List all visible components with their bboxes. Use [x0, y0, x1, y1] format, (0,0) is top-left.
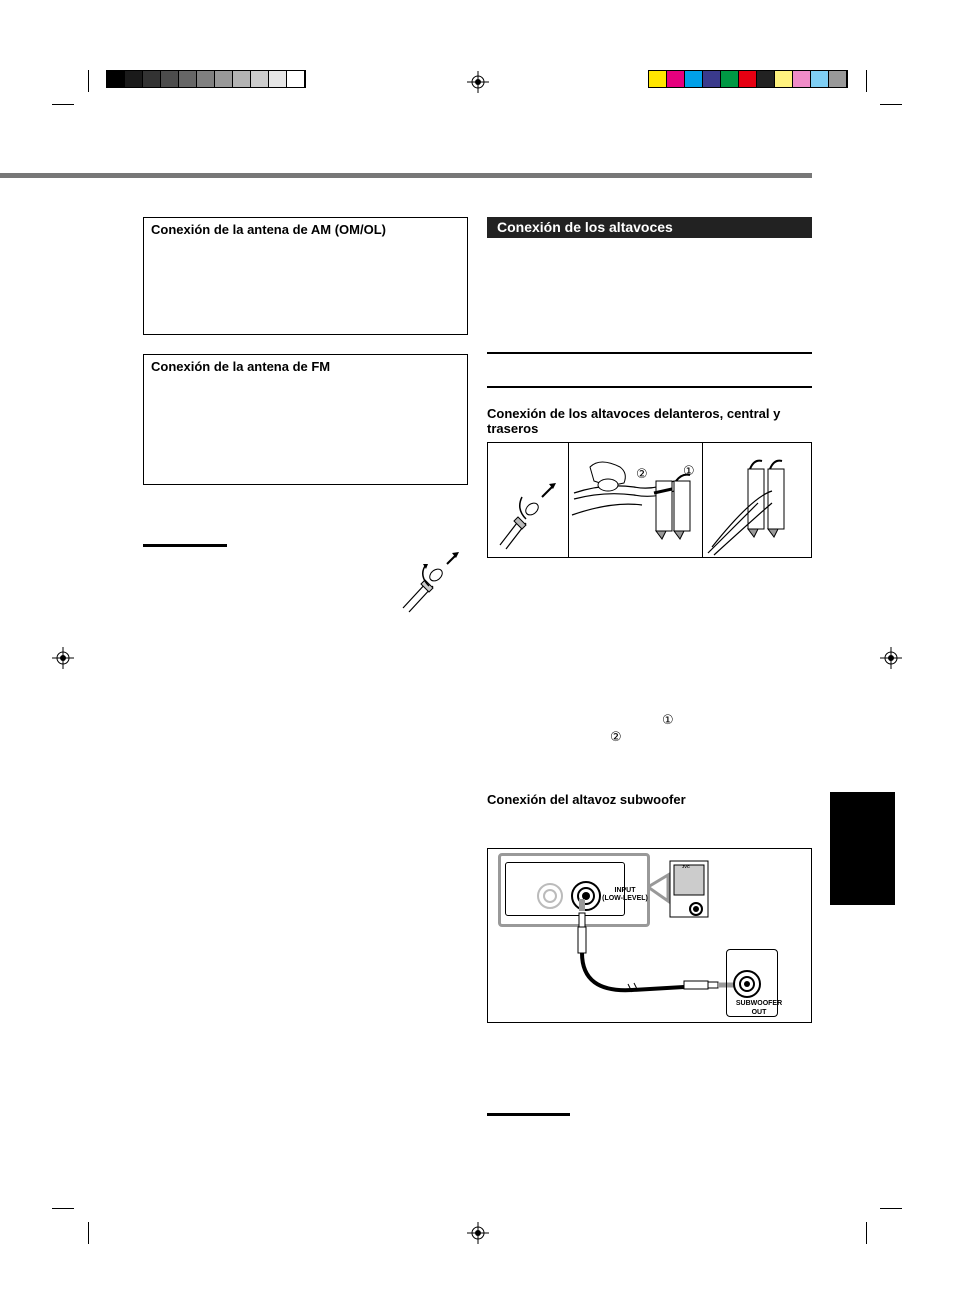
- crop-mark: [866, 1222, 867, 1244]
- antenna-wire-twist-illustration: [395, 548, 470, 616]
- wire-twist-icon: [492, 463, 566, 553]
- crop-mark: [880, 104, 902, 105]
- grayscale-swatch: [179, 71, 197, 87]
- am-antenna-title: Conexión de la antena de AM (OM/OL): [151, 222, 386, 237]
- terminal-press-icon: [570, 445, 700, 557]
- brand-logo: JVC: [682, 864, 690, 869]
- section-rule: [487, 352, 812, 354]
- grayscale-swatch: [107, 71, 125, 87]
- language-tab: [830, 792, 895, 905]
- registration-target-icon: [467, 71, 489, 93]
- header-rule: [0, 173, 812, 178]
- fm-antenna-title: Conexión de la antena de FM: [151, 359, 331, 374]
- subwoofer-out-jack-icon: [732, 969, 762, 999]
- terminal-connected-icon: [704, 451, 810, 557]
- grayscale-swatch: [269, 71, 287, 87]
- grayscale-swatch: [143, 71, 161, 87]
- subwoofer-connection-figure: [487, 848, 812, 1023]
- color-swatch: [667, 71, 685, 87]
- out-label-line1: SUBWOOFER: [735, 1000, 783, 1007]
- color-registration-bar: [648, 70, 848, 88]
- color-swatch: [721, 71, 739, 87]
- grayscale-registration-bar: [106, 70, 306, 88]
- unused-jack-icon: [536, 882, 564, 910]
- am-antenna-box: [143, 217, 468, 335]
- grayscale-swatch: [287, 71, 305, 87]
- color-swatch: [703, 71, 721, 87]
- step-2-marker: ②: [636, 466, 648, 481]
- crop-mark: [52, 1208, 74, 1209]
- crop-mark: [88, 1222, 89, 1244]
- figure-divider: [568, 443, 569, 557]
- grayscale-swatch: [197, 71, 215, 87]
- color-swatch: [685, 71, 703, 87]
- speakers-section-title: Conexión de los altavoces: [487, 217, 812, 238]
- color-swatch: [811, 71, 829, 87]
- figure-divider: [702, 443, 703, 557]
- crop-mark: [880, 1208, 902, 1209]
- grayscale-swatch: [125, 71, 143, 87]
- input-label-line2: (LOW-LEVEL): [602, 895, 648, 902]
- grayscale-swatch: [251, 71, 269, 87]
- speaker-terminal-figure: [487, 442, 812, 558]
- color-swatch: [775, 71, 793, 87]
- registration-target-icon: [880, 647, 902, 669]
- color-swatch: [793, 71, 811, 87]
- grayscale-swatch: [215, 71, 233, 87]
- registration-target-icon: [467, 1222, 489, 1244]
- crop-mark: [52, 104, 74, 105]
- note-rule: [143, 544, 227, 547]
- step-2-text-marker: ②: [610, 729, 622, 744]
- color-swatch: [757, 71, 775, 87]
- grayscale-swatch: [233, 71, 251, 87]
- color-swatch: [649, 71, 667, 87]
- crop-mark: [866, 70, 867, 92]
- input-label-line1: INPUT: [614, 887, 636, 894]
- note-rule: [487, 1113, 570, 1116]
- color-swatch: [739, 71, 757, 87]
- out-label-line2: OUT: [751, 1009, 767, 1016]
- subwoofer-subhead: Conexión del altavoz subwoofer: [487, 792, 686, 807]
- color-swatch: [829, 71, 847, 87]
- registration-target-icon: [52, 647, 74, 669]
- step-1-text-marker: ①: [662, 712, 674, 727]
- fm-antenna-box: [143, 354, 468, 485]
- subwoofer-out-label: [724, 999, 794, 1017]
- crop-mark: [88, 70, 89, 92]
- section-rule: [487, 386, 812, 388]
- step-1-marker: ①: [683, 463, 695, 478]
- front-center-rear-subhead: Conexión de los altavoces delanteros, central y traseros: [487, 406, 781, 436]
- grayscale-swatch: [161, 71, 179, 87]
